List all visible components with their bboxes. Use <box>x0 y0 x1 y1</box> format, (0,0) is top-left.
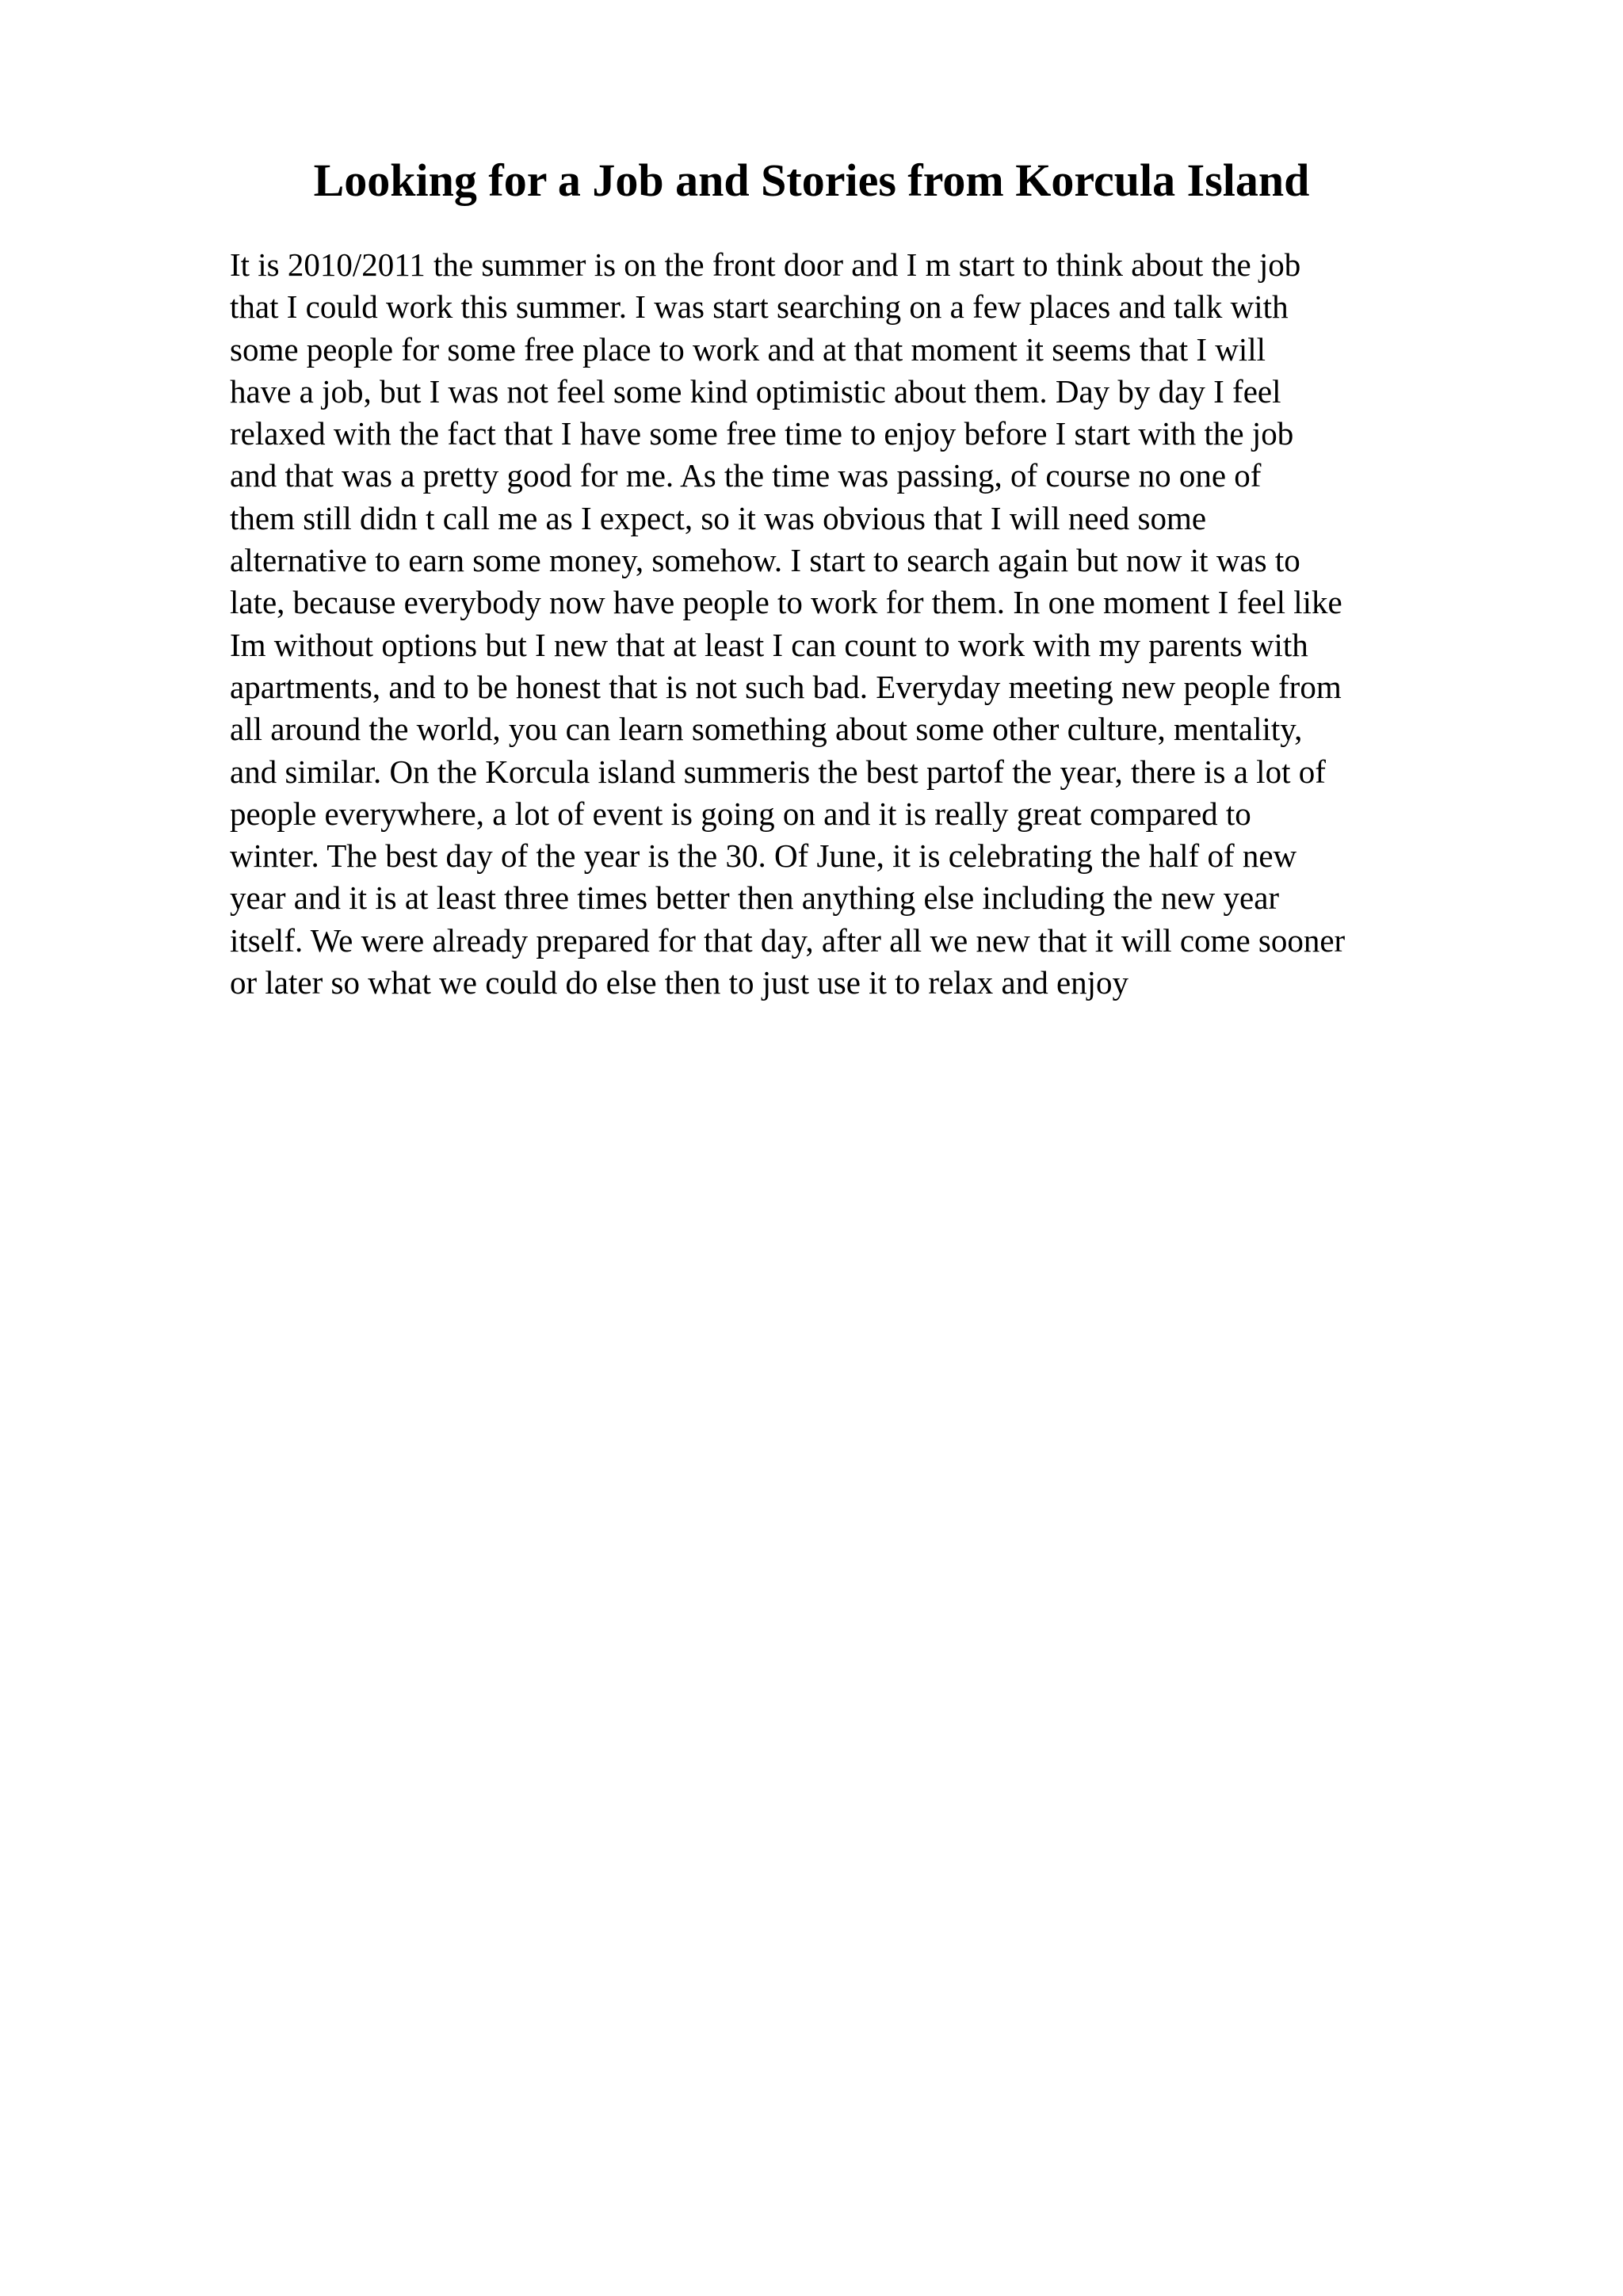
text-line: winter. The best day of the year is the 30. Of June, it is celebrating the half of new <box>230 837 1297 875</box>
text-line: and similar. On the Korcula island summeris the best partof the year, there is a lot of <box>230 753 1326 790</box>
document-title: Looking for a Job and Stories from Korcula Island <box>313 154 1310 206</box>
text-line: It is 2010/2011 the summer is on the front door and I m start to think about the job <box>230 246 1301 283</box>
text-line: and that was a pretty good for me. As the time was passing, of course no one of <box>230 457 1262 494</box>
text-line: late, because everybody now have people to work for them. In one moment I feel like <box>230 584 1342 621</box>
text-line: have a job, but I was not feel some kind optimistic about them. Day by day I feel <box>230 372 1281 410</box>
text-line: apartments, and to be honest that is not such bad. Everyday meeting new people from <box>230 668 1342 705</box>
text-line: alternative to earn some money, somehow. I start to search again but now it was to <box>230 542 1300 579</box>
text-line: some people for some free place to work and at that moment it seems that I will <box>230 330 1266 368</box>
text-line: people everywhere, a lot of event is going on and it is really great compared to <box>230 795 1251 832</box>
text-line: them still didn t call me as I expect, so it was obvious that I will need some <box>230 499 1207 536</box>
body-paragraph <box>230 244 1529 1004</box>
text-line: or later so what we could do else then to just use it to relax and enjoy <box>230 964 1129 1001</box>
text-line: Im without options but I new that at least I can count to work with my parents with <box>230 626 1308 663</box>
text-line: that I could work this summer. I was start searching on a few places and talk with <box>230 288 1289 326</box>
text-line: relaxed with the fact that I have some free time to enjoy before I start with the job <box>230 415 1294 452</box>
text-line: year and it is at least three times better then anything else including the new year <box>230 879 1280 917</box>
text-line: itself. We were already prepared for that day, after all we new that it will come sooner <box>230 921 1346 959</box>
text-line: all around the world, you can learn something about some other culture, mentality, <box>230 711 1303 748</box>
